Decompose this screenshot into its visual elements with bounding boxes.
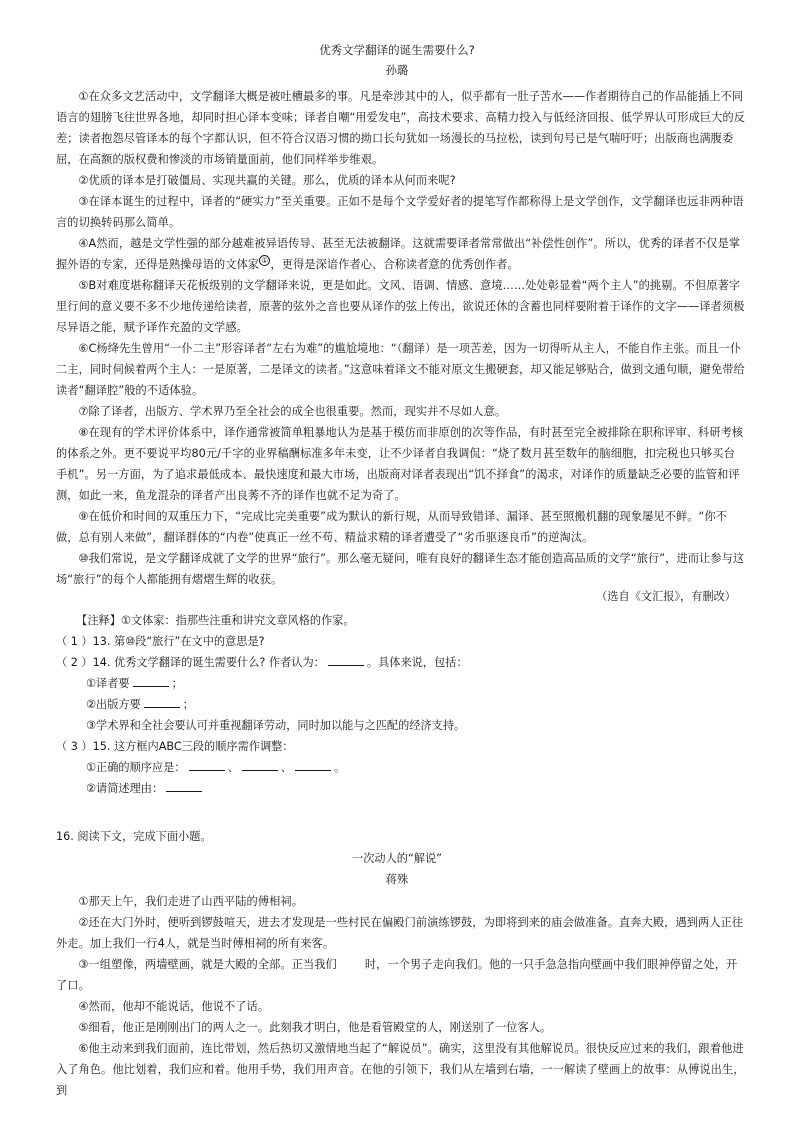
paragraph-7: ⑦除了译者，出版方、学术界乃至全社会的成全也很重要。然而，现实并不尽如人意。 bbox=[78, 405, 507, 418]
answer-blank-15-reason[interactable] bbox=[166, 779, 202, 792]
question-14-item-2-text: ②出版方要 bbox=[86, 698, 141, 711]
question-13: （ 1 ）13. 第⑩段“旅行”在文中的意思是? bbox=[56, 635, 265, 648]
article-2-paragraph-4: ④然而，他却不能说话，他说不了话。 bbox=[78, 1000, 270, 1013]
paragraph-9: ⑨在低价和时间的双重压力下，“完成比完美重要”成为默认的新行规，从而导致错译、漏译、甚至照搬机翻的现象屡见不鲜。“你不做，总有别人来做”，翻译群体的“内卷”使真正一丝不苟、精益求精的译者遭受了“劣币驱逐良币”的逆淘汰。 bbox=[56, 510, 728, 544]
paragraph-4-text-a: ④A然而，越是文学性强的部分越难被异语传导、甚至无法被翻译。这就需要译者常常做出“补偿性创作”。所以，优秀的译者不仅是掌握外语的专家，还得是熟操母语的文体家 bbox=[56, 237, 741, 271]
paragraph-6: ⑥C杨绛先生曾用“一仆二主”形容译者“左右为难”的尴尬境地：“（翻译）是一项苦差，因为一切得听从主人，不能自作主张。而且一仆二主，同时伺候着两个主人：一是原著，二是译文的读者。”这意味着译文不能对原文生搬硬套，却又能足够贴合，做到文通句顺，避免带给读者“翻译腔”般的不适体验。 bbox=[56, 342, 745, 397]
paragraph-1: ①在众多文艺活动中，文学翻译大概是被吐槽最多的事。凡是牵涉其中的人，似乎都有一肚子苦水——作者期待自己的作品能插上不同语言的翅膀飞往世界各地，却同时担心译本变味；译者自嘲“用爱发电”，高技术要求、高精力投入与低经济回报、低学界认可形成巨大的反差；读者抱怨尽管译本的每个字都认识，但不符合汉语习惯的拗口长句犹如一场漫长的马拉松，读到句号已是气喘吁吁；出版商也满腹委屈，在高额的版权费和惨淡的市场销量面前，他们同样举步维艰。 bbox=[56, 90, 746, 166]
article-2-paragraph-3-text-a: ③一组塑像，两墙壁画，就是大殿的全部。正当我们 bbox=[78, 958, 337, 971]
paragraph-2: ②优质的译本是打破僵局、实现共赢的关键。那么，优质的译本从何而来呢? bbox=[78, 174, 456, 187]
question-14-item-1 bbox=[86, 673, 746, 694]
separator-1: 、 bbox=[227, 761, 239, 774]
paragraph-5: ⑤B对难度堪称翻译天花板级别的文学翻译来说，更是如此。文风、语调、情感、意境……处处彰显着“两个主人”的挑剔。不但原著字里行间的意义要不多不少地传递给读者，原著的弦外之音也要从译作的弦上传出，欲说还休的含蓄也同样要附着于译作的文字——译者须极尽异语之能，赋予译作充盈的文学感。 bbox=[56, 279, 745, 334]
article-2-title: 一次动人的“解说” bbox=[352, 852, 442, 865]
annotation-note: 【注释】①文体家：指那些注重和讲究文章风格的作家。 bbox=[76, 614, 355, 627]
answer-blank-15-2[interactable] bbox=[242, 758, 278, 771]
question-15: （ 3 ）15. 这方框内ABC三段的顺序需作调整： bbox=[56, 740, 294, 753]
question-14-tail: 。具体来说，包括： bbox=[366, 656, 468, 669]
question-14-item-1-text: ①译者要 bbox=[86, 677, 130, 690]
article-2-author: 蒋殊 bbox=[385, 873, 409, 886]
question-14-item-2 bbox=[86, 694, 746, 715]
end-mark: 。 bbox=[333, 761, 346, 774]
question-15-item-2-text: ②请简述理由： bbox=[86, 782, 164, 795]
separator-2: 、 bbox=[280, 761, 292, 774]
question-14 bbox=[56, 652, 746, 673]
question-15-item-1-text: ①正确的顺序应是： bbox=[86, 761, 186, 774]
paragraph-8: ⑧在现有的学术评价体系中，译作通常被简单粗暴地认为是基于模仿而非原创的次等作品，有时甚至完全被排除在职称评审、科研考核的体系之外。更不要说平均80元/千字的业界稿酬标准多年未变，让不少译者自我调侃：“烧了数月甚至数年的脑细胞，扣完税也只够买台手机”。另一方面，为了追求最低成本、最快速度和最大市场，出版商对译者表现出“饥不择食”的渴求，对译作的质量缺乏必要的监管和评测，如此一来，鱼龙混杂的译者产出良莠不齐的译作也就不足为奇了。 bbox=[56, 426, 744, 502]
answer-blank-14-2[interactable] bbox=[144, 695, 180, 708]
answer-blank-15-3[interactable] bbox=[295, 758, 331, 771]
article-2-paragraph-5: ⑤细看，他正是刚刚出门的两人之一。此刻我才明白，他是看管殿堂的人，刚送别了一位客人。 bbox=[78, 1021, 552, 1034]
question-14-item-2-colon: ； bbox=[182, 698, 194, 711]
question-15-item-1 bbox=[86, 757, 746, 778]
article-2-paragraph-1: ①那天上午，我们走进了山西平陆的傅相祠。 bbox=[78, 895, 303, 908]
section-16-heading: 16. 阅读下文，完成下面小题。 bbox=[56, 830, 212, 843]
article-title: 优秀文学翻译的诞生需要什么? bbox=[319, 43, 475, 57]
footnote-marker: ① bbox=[261, 256, 269, 266]
article-2-paragraph-3-text-b: 时，一个男子走向我们。他的一只手急急指向壁画中我们眼神停留之处，开了口。 bbox=[56, 958, 738, 992]
question-14-item-1-colon: ； bbox=[171, 677, 183, 690]
answer-blank-14-1[interactable] bbox=[133, 674, 169, 687]
question-14-item-3: ③学术界和全社会要认可并重视翻译劳动，同时加以能与之匹配的经济支持。 bbox=[86, 719, 466, 732]
paragraph-3: ③在译本诞生的过程中，译者的“硬实力”至关重要。正如不是每个文学爱好者的提笔写作都称得上是文学创作，文学翻译也远非两种语言的切换转码那么简单。 bbox=[56, 195, 744, 229]
answer-blank-15-1[interactable] bbox=[189, 758, 225, 771]
paragraph-4-text-b: ，更得是深谙作者心、合称读者意的优秀创作者。 bbox=[270, 258, 519, 271]
paragraph-4 bbox=[56, 233, 746, 275]
paragraph-10: ⑩我们常说，是文学翻译成就了文学的世界“旅行”。那么毫无疑问，唯有良好的翻译生态才能创造高品质的文学“旅行”，进而让参与这场“旅行”的每个人都能拥有熠熠生辉的收获。 bbox=[56, 552, 745, 586]
question-15-item-2 bbox=[86, 778, 746, 799]
source-citation: （选自《文汇报》，有删改） bbox=[596, 590, 736, 603]
article-2-paragraph-3 bbox=[56, 954, 746, 996]
article-2-paragraph-2: ②还在大门外时，便听到锣鼓喧天，进去才发现是一些村民在偏殿门前演练锣鼓，为即将到来的庙会做准备。直奔大殿，遇到两人正往外走。加上我们一行4人，就是当时傅相祠的所有来客。 bbox=[56, 916, 744, 950]
answer-blank-14[interactable] bbox=[328, 653, 364, 666]
article-author: 孙璐 bbox=[385, 64, 409, 77]
question-14-text: （ 2 ）14. 优秀文学翻译的诞生需要什么? 作者认为： bbox=[56, 656, 325, 669]
article-2-paragraph-6: ⑥他主动来到我们面前，连比带划，然后热切又激情地当起了“解说员”。确实，这里没有其他解说员。很快反应过来的我们，跟着他进入了角色。他比划着，我们应和着。他用手势，我们用声音。在他的引领下，我们从左墙到右墙，一一解读了壁画上的故事：从傅说出生，到 bbox=[56, 1042, 745, 1097]
